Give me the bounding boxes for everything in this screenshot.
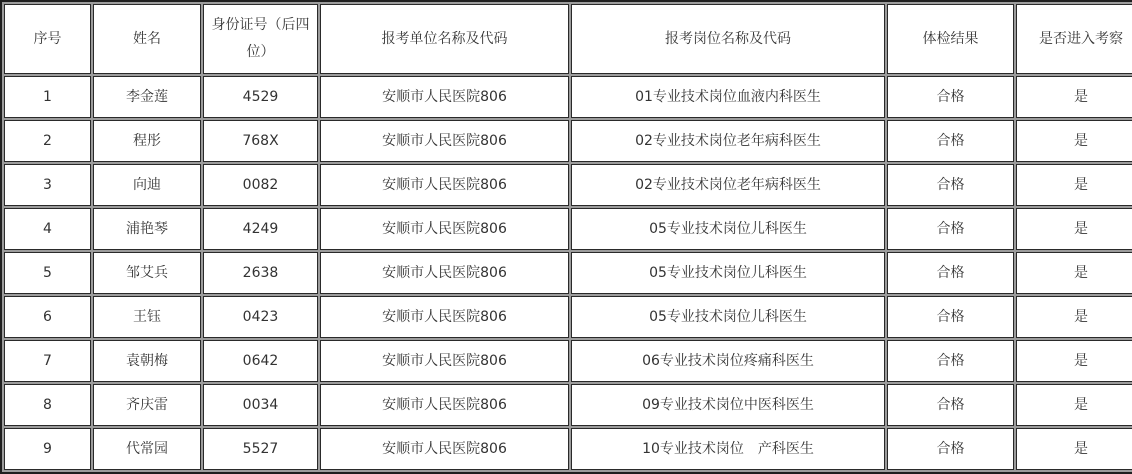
- cell-inspect: 是: [1016, 252, 1132, 294]
- table-body: [4, 76, 1132, 470]
- cell-inspect: 是: [1016, 428, 1132, 470]
- cell-index: 4: [4, 208, 91, 250]
- cell-index: 3: [4, 164, 91, 206]
- cell-index: 6: [4, 296, 91, 338]
- cell-position: 06专业技术岗位疼痛科医生: [571, 340, 885, 382]
- cell-unit: 安顺市人民医院806: [320, 252, 569, 294]
- header-cell-exam: 体检结果: [887, 4, 1014, 74]
- cell-inspect: 是: [1016, 120, 1132, 162]
- cell-inspect: 是: [1016, 76, 1132, 118]
- cell-inspect: 是: [1016, 296, 1132, 338]
- table-row: [4, 340, 1132, 382]
- cell-exam: 合格: [887, 252, 1014, 294]
- header-cell-name: 姓名: [93, 4, 201, 74]
- cell-exam: 合格: [887, 428, 1014, 470]
- table-row: [4, 384, 1132, 426]
- table-row: [4, 428, 1132, 470]
- cell-position: 10专业技术岗位 产科医生: [571, 428, 885, 470]
- cell-inspect: 是: [1016, 164, 1132, 206]
- cell-inspect: 是: [1016, 208, 1132, 250]
- header-cell-position: 报考岗位名称及代码: [571, 4, 885, 74]
- cell-position: 05专业技术岗位儿科医生: [571, 296, 885, 338]
- cell-name: 李金莲: [93, 76, 201, 118]
- table-row: [4, 76, 1132, 118]
- cell-id_last4: 0034: [203, 384, 318, 426]
- cell-id_last4: 4529: [203, 76, 318, 118]
- header-cell-inspect: 是否进入考察: [1016, 4, 1132, 74]
- cell-exam: 合格: [887, 120, 1014, 162]
- cell-name: 王钰: [93, 296, 201, 338]
- header-cell-id_last4: 身份证号（后四位）: [203, 4, 318, 74]
- cell-index: 9: [4, 428, 91, 470]
- header-cell-unit: 报考单位名称及代码: [320, 4, 569, 74]
- cell-exam: 合格: [887, 384, 1014, 426]
- cell-id_last4: 0423: [203, 296, 318, 338]
- table-row: [4, 164, 1132, 206]
- table-row: [4, 252, 1132, 294]
- cell-unit: 安顺市人民医院806: [320, 340, 569, 382]
- cell-exam: 合格: [887, 208, 1014, 250]
- cell-unit: 安顺市人民医院806: [320, 428, 569, 470]
- cell-id_last4: 2638: [203, 252, 318, 294]
- cell-index: 7: [4, 340, 91, 382]
- cell-position: 01专业技术岗位血液内科医生: [571, 76, 885, 118]
- cell-position: 02专业技术岗位老年病科医生: [571, 164, 885, 206]
- cell-exam: 合格: [887, 340, 1014, 382]
- header-row: [4, 4, 1132, 74]
- cell-index: 2: [4, 120, 91, 162]
- cell-unit: 安顺市人民医院806: [320, 164, 569, 206]
- cell-unit: 安顺市人民医院806: [320, 208, 569, 250]
- cell-unit: 安顺市人民医院806: [320, 76, 569, 118]
- cell-name: 浦艳琴: [93, 208, 201, 250]
- table-row: [4, 296, 1132, 338]
- cell-position: 05专业技术岗位儿科医生: [571, 252, 885, 294]
- table-row: [4, 120, 1132, 162]
- cell-name: 向迪: [93, 164, 201, 206]
- cell-inspect: 是: [1016, 340, 1132, 382]
- cell-id_last4: 0082: [203, 164, 318, 206]
- cell-exam: 合格: [887, 76, 1014, 118]
- cell-name: 邹艾兵: [93, 252, 201, 294]
- cell-index: 8: [4, 384, 91, 426]
- cell-position: 02专业技术岗位老年病科医生: [571, 120, 885, 162]
- cell-id_last4: 768X: [203, 120, 318, 162]
- header-cell-index: 序号: [4, 4, 91, 74]
- cell-name: 袁朝梅: [93, 340, 201, 382]
- cell-exam: 合格: [887, 296, 1014, 338]
- cell-id_last4: 4249: [203, 208, 318, 250]
- cell-name: 程彤: [93, 120, 201, 162]
- cell-position: 09专业技术岗位中医科医生: [571, 384, 885, 426]
- cell-id_last4: 0642: [203, 340, 318, 382]
- cell-position: 05专业技术岗位儿科医生: [571, 208, 885, 250]
- cell-id_last4: 5527: [203, 428, 318, 470]
- cell-exam: 合格: [887, 164, 1014, 206]
- cell-index: 5: [4, 252, 91, 294]
- cell-unit: 安顺市人民医院806: [320, 384, 569, 426]
- cell-inspect: 是: [1016, 384, 1132, 426]
- table-row: [4, 208, 1132, 250]
- cell-name: 代常园: [93, 428, 201, 470]
- cell-unit: 安顺市人民医院806: [320, 296, 569, 338]
- cell-index: 1: [4, 76, 91, 118]
- cell-unit: 安顺市人民医院806: [320, 120, 569, 162]
- cell-name: 齐庆雷: [93, 384, 201, 426]
